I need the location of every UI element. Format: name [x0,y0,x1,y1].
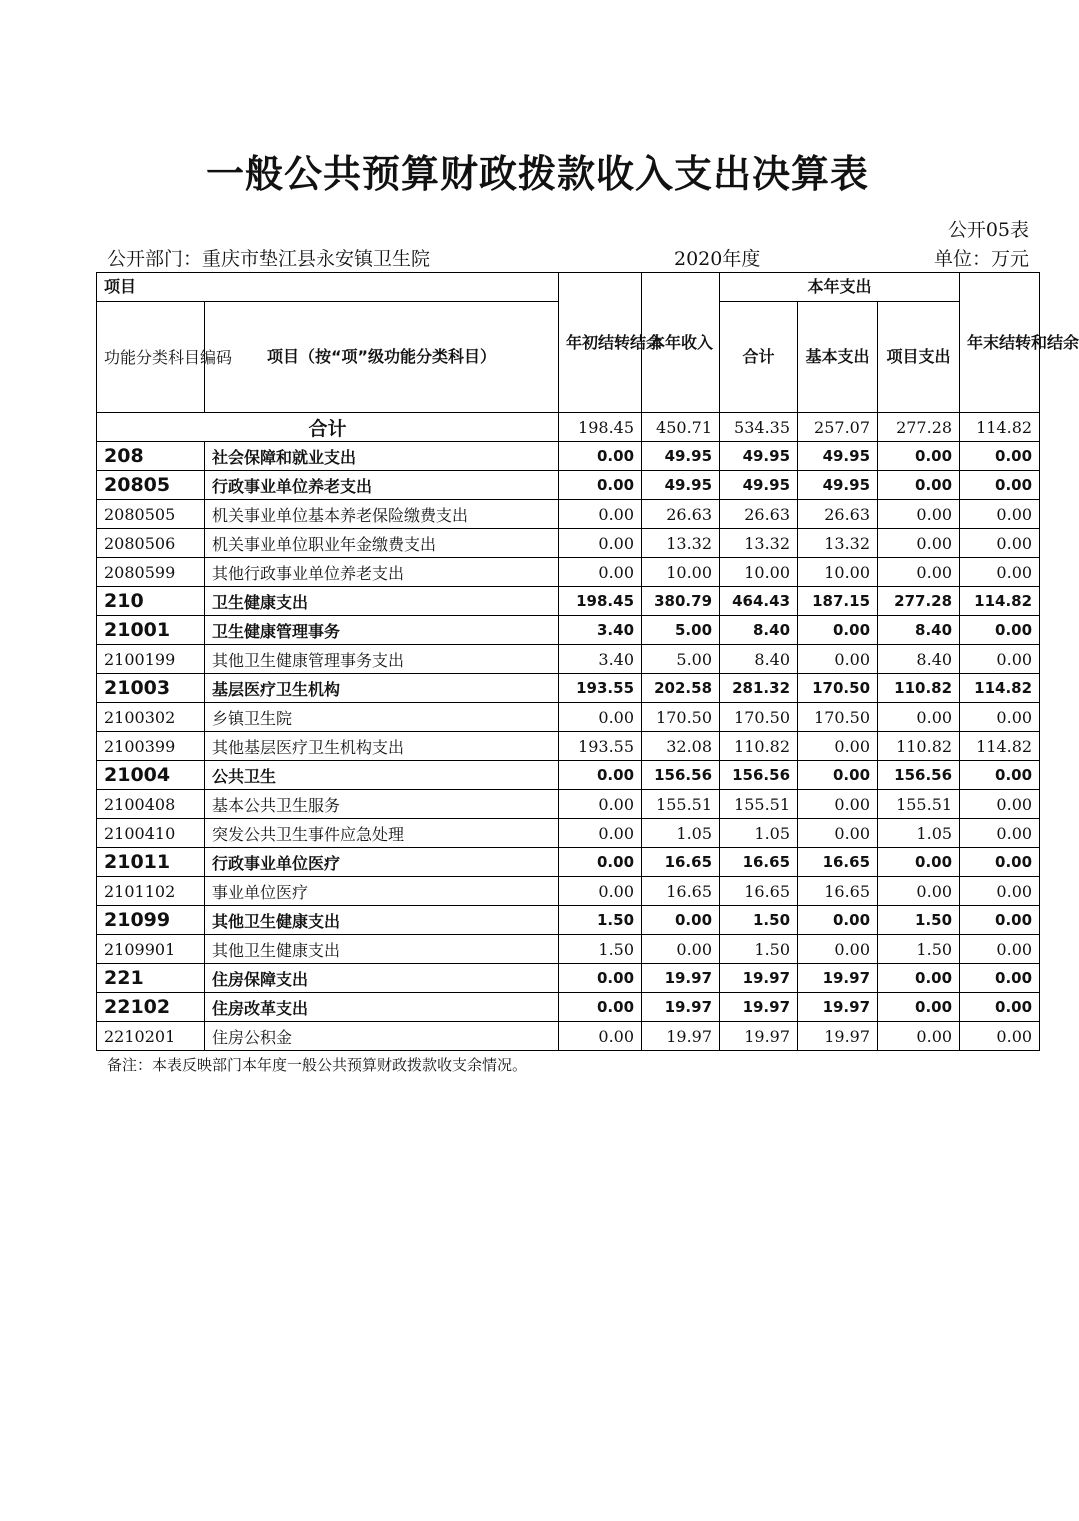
cell-begin: 0.00 [559,471,642,500]
table-row [97,645,1040,674]
cell-income: 10.00 [642,558,720,587]
cell-income: 16.65 [642,848,720,877]
cell-end: 0.00 [960,790,1040,819]
cell-name: 其他基层医疗卫生机构支出 [205,732,559,761]
cell-basic: 0.00 [798,616,878,645]
cell-total: 49.95 [720,471,798,500]
cell-end: 0.00 [960,761,1040,790]
cell-begin: 0.00 [559,993,642,1022]
cell-code: 2100302 [97,703,205,732]
cell-basic: 26.63 [798,500,878,529]
total-project: 277.28 [878,413,960,442]
cell-end: 0.00 [960,1022,1040,1051]
cell-basic: 187.15 [798,587,878,616]
cell-basic: 0.00 [798,906,878,935]
cell-total: 1.50 [720,906,798,935]
cell-income: 32.08 [642,732,720,761]
cell-code: 2080505 [97,500,205,529]
cell-name: 突发公共卫生事件应急处理 [205,819,559,848]
cell-basic: 19.97 [798,964,878,993]
cell-code: 2100408 [97,790,205,819]
table-row [97,819,1040,848]
cell-project: 0.00 [878,442,960,471]
cell-income: 26.63 [642,500,720,529]
cell-basic: 0.00 [798,761,878,790]
cell-project: 0.00 [878,471,960,500]
cell-project: 0.00 [878,964,960,993]
cell-total: 1.05 [720,819,798,848]
table-row [97,906,1040,935]
cell-end: 0.00 [960,703,1040,732]
header-begin-balance: 年初结转结余 [559,273,642,413]
cell-end: 114.82 [960,587,1040,616]
cell-code: 20805 [97,471,205,500]
total-basic: 257.07 [798,413,878,442]
total-total: 534.35 [720,413,798,442]
cell-total: 10.00 [720,558,798,587]
cell-end: 0.00 [960,935,1040,964]
cell-income: 5.00 [642,616,720,645]
cell-begin: 0.00 [559,790,642,819]
cell-begin: 3.40 [559,616,642,645]
cell-name: 住房保障支出 [205,964,559,993]
cell-name: 行政事业单位养老支出 [205,471,559,500]
cell-end: 0.00 [960,500,1040,529]
table-row [97,790,1040,819]
cell-name: 公共卫生 [205,761,559,790]
cell-begin: 0.00 [559,558,642,587]
cell-end: 0.00 [960,848,1040,877]
cell-total: 281.32 [720,674,798,703]
cell-project: 277.28 [878,587,960,616]
cell-total: 26.63 [720,500,798,529]
cell-total: 16.65 [720,877,798,906]
cell-name: 其他卫生健康管理事务支出 [205,645,559,674]
total-label: 合计 [97,413,559,442]
cell-income: 16.65 [642,877,720,906]
cell-basic: 170.50 [798,703,878,732]
cell-project: 0.00 [878,703,960,732]
table-row [97,587,1040,616]
cell-name: 住房改革支出 [205,993,559,1022]
cell-income: 170.50 [642,703,720,732]
cell-income: 49.95 [642,471,720,500]
cell-income: 0.00 [642,935,720,964]
cell-code: 2100399 [97,732,205,761]
unit-label: 单位：万元 [933,248,1029,270]
cell-end: 0.00 [960,529,1040,558]
table-row [97,442,1040,471]
cell-code: 2100410 [97,819,205,848]
cell-income: 19.97 [642,964,720,993]
cell-code: 2109901 [97,935,205,964]
cell-code: 21003 [97,674,205,703]
cell-total: 16.65 [720,848,798,877]
cell-basic: 0.00 [798,645,878,674]
cell-income: 19.97 [642,1022,720,1051]
cell-end: 0.00 [960,616,1040,645]
cell-project: 0.00 [878,877,960,906]
cell-project: 155.51 [878,790,960,819]
cell-project: 8.40 [878,645,960,674]
cell-income: 380.79 [642,587,720,616]
cell-end: 0.00 [960,906,1040,935]
cell-income: 156.56 [642,761,720,790]
header-func-code: 功能分类科目编码 [97,302,205,413]
cell-name: 住房公积金 [205,1022,559,1051]
cell-name: 机关事业单位职业年金缴费支出 [205,529,559,558]
table-row [97,703,1040,732]
cell-code: 21011 [97,848,205,877]
cell-project: 1.05 [878,819,960,848]
cell-name: 其他卫生健康支出 [205,935,559,964]
table-row [97,471,1040,500]
cell-end: 0.00 [960,993,1040,1022]
cell-begin: 0.00 [559,964,642,993]
cell-name: 卫生健康管理事务 [205,616,559,645]
cell-end: 0.00 [960,442,1040,471]
cell-begin: 3.40 [559,645,642,674]
cell-end: 0.00 [960,964,1040,993]
header-item-name: 项目（按“项”级功能分类科目） [205,302,559,413]
cell-project: 0.00 [878,993,960,1022]
table-row [97,848,1040,877]
cell-begin: 193.55 [559,732,642,761]
cell-total: 19.97 [720,964,798,993]
table-row [97,877,1040,906]
cell-income: 202.58 [642,674,720,703]
cell-code: 2210201 [97,1022,205,1051]
total-begin: 198.45 [559,413,642,442]
cell-begin: 0.00 [559,529,642,558]
cell-project: 0.00 [878,848,960,877]
cell-total: 110.82 [720,732,798,761]
cell-total: 13.32 [720,529,798,558]
table-row [97,616,1040,645]
header-total: 合计 [720,302,798,413]
cell-basic: 49.95 [798,471,878,500]
header-project: 项目支出 [878,302,960,413]
cell-end: 114.82 [960,732,1040,761]
cell-name: 基层医疗卫生机构 [205,674,559,703]
total-end: 114.82 [960,413,1040,442]
cell-total: 464.43 [720,587,798,616]
cell-begin: 1.50 [559,935,642,964]
table-row [97,500,1040,529]
table-row [97,964,1040,993]
cell-project: 0.00 [878,500,960,529]
table-row [97,935,1040,964]
cell-name: 其他行政事业单位养老支出 [205,558,559,587]
cell-total: 49.95 [720,442,798,471]
cell-begin: 0.00 [559,877,642,906]
header-end-balance: 年末结转和结余 [960,273,1040,413]
cell-begin: 193.55 [559,674,642,703]
cell-basic: 19.97 [798,1022,878,1051]
cell-project: 0.00 [878,558,960,587]
cell-begin: 0.00 [559,1022,642,1051]
cell-total: 170.50 [720,703,798,732]
cell-project: 1.50 [878,935,960,964]
cell-begin: 0.00 [559,761,642,790]
cell-end: 0.00 [960,877,1040,906]
cell-name: 卫生健康支出 [205,587,559,616]
total-income: 450.71 [642,413,720,442]
cell-code: 221 [97,964,205,993]
cell-code: 208 [97,442,205,471]
cell-income: 5.00 [642,645,720,674]
cell-basic: 16.65 [798,877,878,906]
table-row [97,761,1040,790]
cell-total: 19.97 [720,1022,798,1051]
cell-income: 49.95 [642,442,720,471]
cell-name: 基本公共卫生服务 [205,790,559,819]
cell-end: 114.82 [960,674,1040,703]
cell-name: 乡镇卫生院 [205,703,559,732]
header-expense-group: 本年支出 [720,273,960,302]
cell-basic: 13.32 [798,529,878,558]
cell-begin: 0.00 [559,848,642,877]
form-number: 公开05表 [947,219,1029,241]
cell-income: 13.32 [642,529,720,558]
page-title: 一般公共预算财政拨款收入支出决算表 [205,152,869,196]
cell-begin: 0.00 [559,819,642,848]
cell-begin: 198.45 [559,587,642,616]
cell-basic: 19.97 [798,993,878,1022]
table-row [97,1022,1040,1051]
cell-name: 其他卫生健康支出 [205,906,559,935]
cell-project: 8.40 [878,616,960,645]
cell-code: 2080506 [97,529,205,558]
cell-project: 0.00 [878,529,960,558]
header-item: 项目 [97,273,559,302]
cell-income: 155.51 [642,790,720,819]
fiscal-year: 2020年度 [674,248,761,270]
cell-total: 8.40 [720,616,798,645]
cell-name: 事业单位医疗 [205,877,559,906]
cell-income: 0.00 [642,906,720,935]
cell-name: 社会保障和就业支出 [205,442,559,471]
table-row [97,674,1040,703]
total-row [97,413,1040,442]
cell-code: 21099 [97,906,205,935]
cell-basic: 0.00 [798,732,878,761]
cell-basic: 170.50 [798,674,878,703]
header-income: 本年收入 [642,273,720,413]
table-row [97,558,1040,587]
cell-begin: 0.00 [559,442,642,471]
cell-basic: 49.95 [798,442,878,471]
cell-project: 110.82 [878,674,960,703]
cell-total: 19.97 [720,993,798,1022]
cell-income: 1.05 [642,819,720,848]
table-row [97,529,1040,558]
cell-begin: 1.50 [559,906,642,935]
cell-income: 19.97 [642,993,720,1022]
cell-code: 2080599 [97,558,205,587]
cell-end: 0.00 [960,819,1040,848]
cell-name: 行政事业单位医疗 [205,848,559,877]
cell-end: 0.00 [960,471,1040,500]
cell-basic: 0.00 [798,935,878,964]
cell-total: 1.50 [720,935,798,964]
department-label: 公开部门：重庆市垫江县永安镇卫生院 [107,248,431,270]
footnote: 备注：本表反映部门本年度一般公共预算财政拨款收支余情况。 [107,1056,528,1074]
cell-end: 0.00 [960,645,1040,674]
cell-basic: 0.00 [798,819,878,848]
cell-project: 110.82 [878,732,960,761]
cell-basic: 16.65 [798,848,878,877]
cell-code: 2101102 [97,877,205,906]
cell-total: 8.40 [720,645,798,674]
cell-code: 22102 [97,993,205,1022]
cell-total: 156.56 [720,761,798,790]
table-row [97,732,1040,761]
cell-begin: 0.00 [559,500,642,529]
cell-total: 155.51 [720,790,798,819]
table-row [97,993,1040,1022]
cell-begin: 0.00 [559,703,642,732]
cell-code: 21001 [97,616,205,645]
cell-project: 0.00 [878,1022,960,1051]
budget-table [96,272,1079,1051]
cell-project: 1.50 [878,906,960,935]
cell-end: 0.00 [960,558,1040,587]
cell-basic: 0.00 [798,790,878,819]
cell-code: 21004 [97,761,205,790]
cell-code: 2100199 [97,645,205,674]
cell-code: 210 [97,587,205,616]
cell-project: 156.56 [878,761,960,790]
header-basic: 基本支出 [798,302,878,413]
cell-basic: 10.00 [798,558,878,587]
cell-name: 机关事业单位基本养老保险缴费支出 [205,500,559,529]
